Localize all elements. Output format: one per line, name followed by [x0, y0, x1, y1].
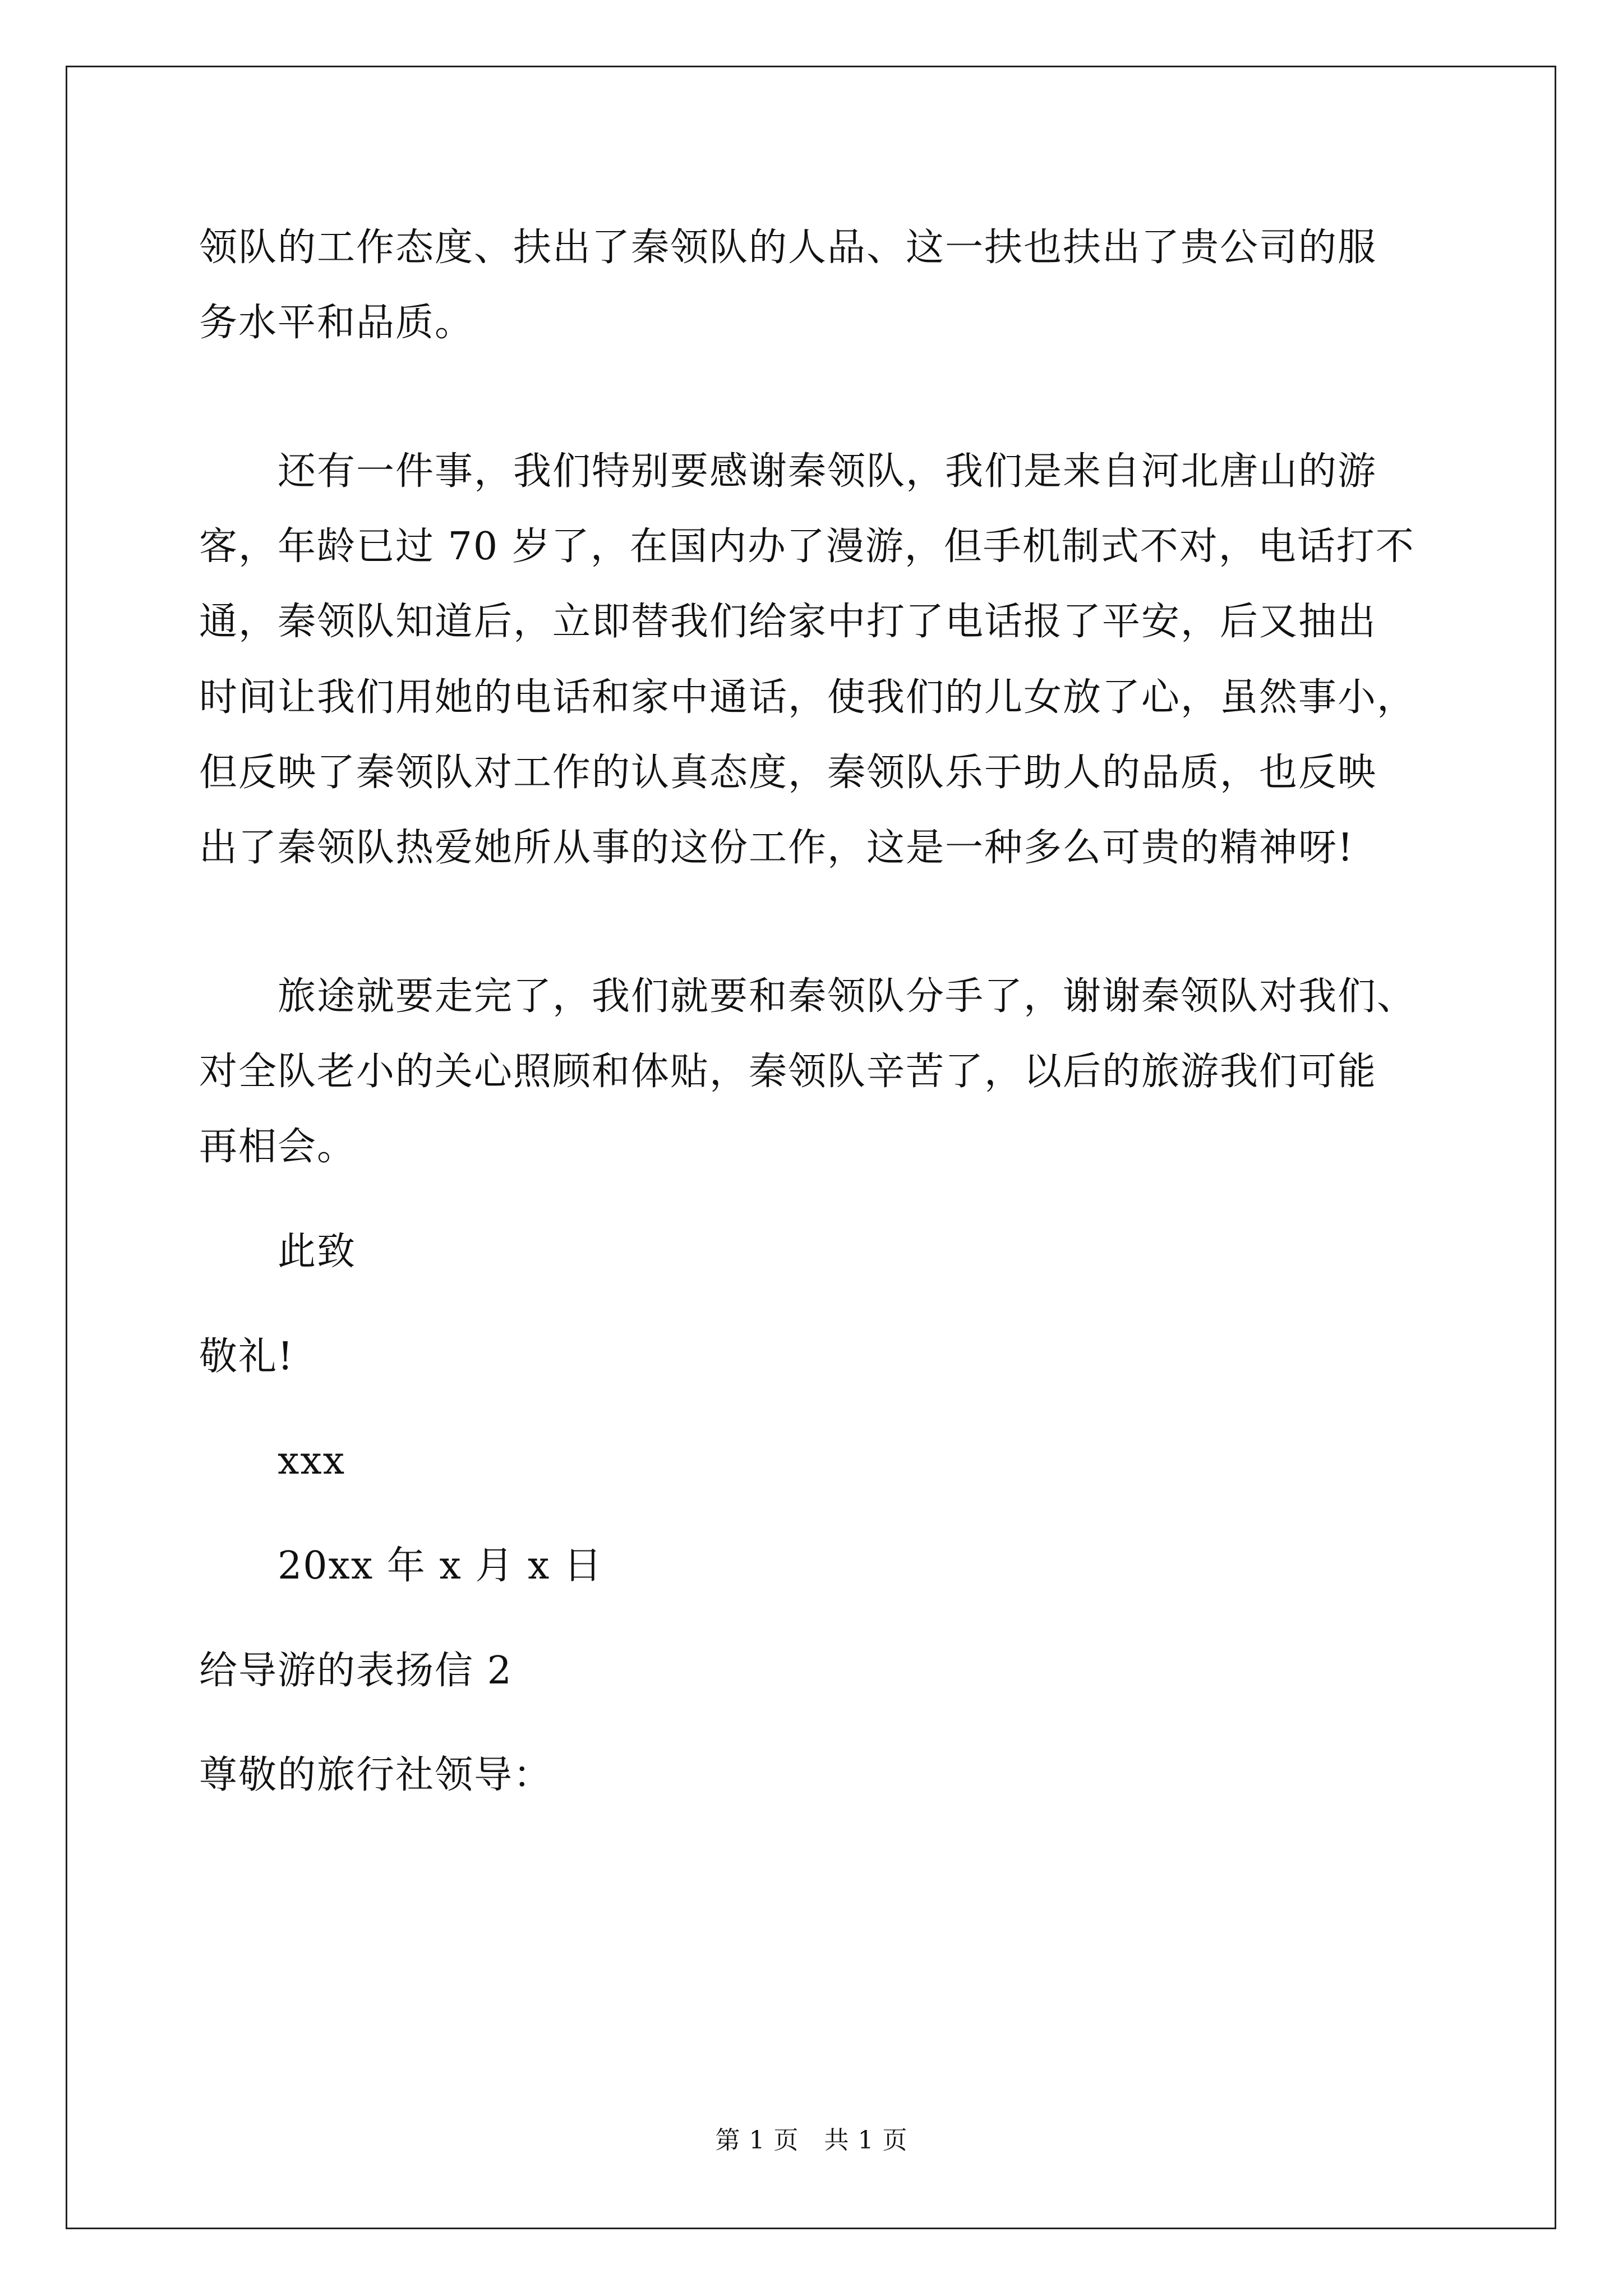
paragraph-3-line-1: 旅途就要走完了，我们就要和秦领队分手了，谢谢秦领队对我们、 — [278, 974, 1417, 1019]
page-number-footer: 第 1 页 共 1 页 — [715, 2126, 908, 2155]
paragraph-2-line-6: 出了秦领队热爱她所从事的这份工作，这是一种多么可贵的精神呀! — [199, 826, 1354, 870]
closing-text: 此致 — [278, 1230, 357, 1274]
paragraph-2-line-3: 通，秦领队知道后，立即替我们给家中打了电话报了平安，后又抽出 — [199, 600, 1377, 644]
paragraph-3-line-3: 再相会。 — [199, 1125, 357, 1169]
paragraph-3-line-2: 对全队老小的关心照顾和体贴，秦领队辛苦了，以后的旅游我们可能 — [199, 1050, 1377, 1094]
signature-text: xxx — [278, 1439, 346, 1483]
date-text: 20xx 年 x 月 x 日 — [278, 1544, 603, 1588]
paragraph-1-line-2: 务水平和品质。 — [199, 301, 474, 345]
salutation-text: 敬礼! — [199, 1335, 294, 1379]
paragraph-2-line-4: 时间让我们用她的电话和家中通话，使我们的儿女放了心，虽然事小， — [199, 675, 1417, 720]
paragraph-2-line-5: 但反映了秦领队对工作的认真态度，秦领队乐于助人的品质，也反映 — [199, 751, 1377, 795]
paragraph-1-line-1: 领队的工作态度、扶出了秦领队的人品、这一扶也扶出了贵公司的服 — [199, 226, 1377, 270]
paragraph-2-line-1: 还有一件事，我们特别要感谢秦领队，我们是来自河北唐山的游 — [278, 449, 1377, 494]
next-letter-greeting: 尊敬的旅行社领导： — [199, 1753, 553, 1797]
paragraph-2-line-2: 客，年龄已过 70 岁了，在国内办了漫游，但手机制式不对，电话打不 — [199, 524, 1415, 569]
next-letter-title: 给导游的表扬信 2 — [199, 1649, 513, 1693]
